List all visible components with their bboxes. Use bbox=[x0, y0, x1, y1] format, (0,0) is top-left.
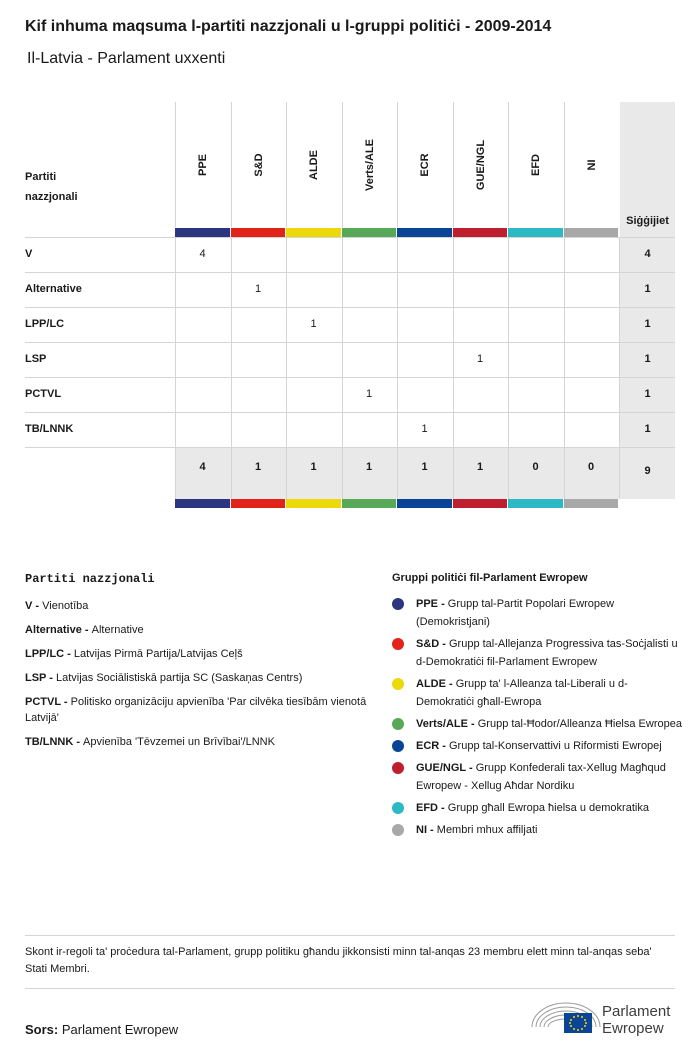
group-legend-item bbox=[392, 759, 682, 795]
column-color-bar-bottom bbox=[231, 499, 286, 508]
source bbox=[25, 1022, 178, 1037]
column-color-bar bbox=[175, 228, 230, 237]
column-color-bar bbox=[453, 228, 508, 237]
column-header-label: NI bbox=[585, 159, 598, 170]
logo-line-1: Parlament bbox=[602, 1003, 671, 1020]
party-name: Vienotība bbox=[42, 600, 89, 612]
row-total: 1 bbox=[644, 353, 651, 365]
column-divider bbox=[286, 237, 287, 499]
party-name: Alternative bbox=[91, 624, 144, 636]
party-abbr: Alternative - bbox=[25, 624, 92, 636]
group-name: Grupp tal-Konservattivi u Riformisti Ewropej bbox=[449, 740, 662, 752]
row-total: 1 bbox=[644, 283, 651, 295]
column-color-bar-bottom bbox=[564, 499, 619, 508]
column-total: 1 bbox=[310, 461, 317, 473]
column-color-bar-bottom bbox=[286, 499, 341, 508]
row-divider bbox=[25, 307, 675, 308]
column-color-bar-bottom bbox=[397, 499, 452, 508]
row-label: V bbox=[25, 248, 33, 260]
group-color-dot bbox=[392, 678, 404, 690]
column-header-label: S&D bbox=[252, 152, 265, 177]
row-label: LSP bbox=[25, 353, 47, 365]
group-name: Grupp tal-Ħodor/Alleanza Ħielsa Ewropea bbox=[477, 718, 682, 730]
column-total: 1 bbox=[254, 461, 262, 473]
column-color-bar-bottom bbox=[175, 499, 230, 508]
group-color-dot bbox=[392, 638, 404, 650]
logo-text bbox=[602, 1003, 670, 1037]
column-total: 0 bbox=[587, 461, 595, 473]
group-name: Grupp għall Ewropa ħielsa u demokratika bbox=[447, 802, 649, 814]
party-abbr: PCTVL - bbox=[25, 696, 71, 708]
group-color-dot bbox=[392, 802, 404, 814]
column-header-label: ALDE bbox=[308, 149, 321, 180]
source-value: Parlament Ewropew bbox=[61, 1022, 179, 1037]
group-name: Grupp tal-Partit Popolari Ewropew (Demokristjani) bbox=[416, 598, 615, 628]
group-abbr: ALDE - bbox=[416, 678, 456, 690]
column-color-bar bbox=[286, 228, 341, 237]
group-legend-item bbox=[392, 715, 682, 733]
row-header: Partiti nazzjonali bbox=[25, 171, 78, 203]
column-header-EFD bbox=[508, 102, 564, 227]
divider bbox=[25, 988, 675, 989]
column-color-bar-bottom bbox=[508, 499, 563, 508]
column-color-bar-bottom bbox=[453, 499, 508, 508]
row-label: Alternative bbox=[25, 283, 82, 295]
table-cell: 1 bbox=[421, 423, 428, 435]
group-name: Grupp tal-Allejanza Progressiva tas-Soċjalisti u d-Demokratiċi fil-Parlament Ewropew bbox=[416, 638, 678, 668]
group-legend-heading: Gruppi politiċi fil-Parlament Ewropew bbox=[392, 572, 588, 584]
party-legend-item bbox=[25, 622, 370, 638]
group-color-dot bbox=[392, 762, 404, 774]
column-header-NI bbox=[564, 102, 620, 227]
grand-total: 9 bbox=[644, 465, 651, 477]
column-header-label: PPE bbox=[197, 153, 210, 176]
party-name: Apvienība 'Tēvzemei un Brīvībai'/LNNK bbox=[83, 736, 275, 748]
group-abbr: Verts/ALE - bbox=[416, 718, 478, 730]
column-color-bar bbox=[342, 228, 397, 237]
party-legend-item bbox=[25, 734, 370, 750]
group-color-dot bbox=[392, 718, 404, 730]
logo-line-2: Ewropew bbox=[602, 1020, 664, 1037]
column-color-bar bbox=[508, 228, 563, 237]
header-divider bbox=[25, 237, 675, 238]
divider bbox=[25, 935, 675, 936]
column-divider bbox=[175, 237, 176, 499]
party-legend-item bbox=[25, 598, 370, 614]
column-header-label: EFD bbox=[530, 153, 543, 176]
table-cell: 1 bbox=[310, 318, 317, 330]
group-name: Grupp ta' l-Alleanza tal-Liberali u d-Demokratiċi għall-Ewropa bbox=[416, 678, 628, 708]
column-total: 0 bbox=[532, 461, 539, 473]
chart-title: Kif inhuma maqsuma l-partiti nazzjonali u l-gruppi politiċi - 2009-2014 bbox=[25, 18, 552, 35]
party-legend-heading: Partiti nazzjonali bbox=[25, 572, 155, 586]
table-cell: 1 bbox=[254, 283, 262, 295]
group-legend-item bbox=[392, 635, 682, 671]
column-header-label: ECR bbox=[419, 152, 432, 177]
column-total: 4 bbox=[199, 461, 206, 473]
column-divider bbox=[397, 237, 398, 499]
party-abbr: TB/LNNK - bbox=[25, 736, 84, 748]
row-label: PCTVL bbox=[25, 388, 62, 400]
source-label: Sors: bbox=[25, 1022, 59, 1037]
column-total: 1 bbox=[421, 461, 428, 473]
column-color-bar bbox=[397, 228, 452, 237]
row-divider bbox=[25, 412, 675, 413]
totals-column-bg bbox=[620, 102, 675, 499]
column-divider bbox=[508, 237, 509, 499]
column-header-GUENGL bbox=[453, 102, 509, 227]
group-legend-item bbox=[392, 595, 682, 631]
row-divider bbox=[25, 377, 675, 378]
row-label: TB/LNNK bbox=[25, 423, 74, 435]
party-abbr: LSP - bbox=[25, 672, 56, 684]
party-legend-item bbox=[25, 694, 370, 726]
column-header-label: GUE/NGL bbox=[474, 139, 487, 190]
column-header-SD bbox=[231, 102, 287, 227]
group-color-dot bbox=[392, 740, 404, 752]
group-abbr: EFD - bbox=[416, 802, 448, 814]
group-legend-item bbox=[392, 737, 682, 755]
row-total: 1 bbox=[644, 388, 651, 400]
column-header-label: Verts/ALE bbox=[363, 138, 376, 191]
table-cell: 1 bbox=[476, 353, 484, 365]
chart-subtitle: Il-Latvia - Parlament uxxenti bbox=[27, 50, 226, 67]
group-legend-item bbox=[392, 821, 682, 839]
row-total: 4 bbox=[644, 248, 651, 260]
column-header-VertsALE bbox=[342, 102, 398, 227]
column-header-ECR bbox=[397, 102, 453, 227]
group-legend bbox=[392, 572, 682, 843]
party-legend-item bbox=[25, 646, 370, 662]
column-divider bbox=[342, 237, 343, 499]
group-abbr: ECR - bbox=[416, 740, 449, 752]
row-divider bbox=[25, 342, 675, 343]
party-abbr: V - bbox=[25, 600, 43, 612]
row-total: 1 bbox=[644, 423, 651, 435]
group-name: Membri mhux affiljati bbox=[436, 824, 538, 836]
total-header: Siġġijiet bbox=[626, 215, 669, 227]
footnote: Skont ir-regoli ta' proċedura tal-Parlament, grupp politiku għandu jikkonsisti minn tal-anqas 23 membru elett minn tal-anqas seba' Stati Membri. bbox=[25, 946, 652, 975]
party-name: Latvijas Pirmā Partija/Latvijas Ceļš bbox=[73, 648, 243, 660]
column-color-bar bbox=[231, 228, 286, 237]
column-total: 1 bbox=[365, 461, 373, 473]
party-name: Latvijas Sociālistiskā partija SC (Saskaņas Centrs) bbox=[55, 672, 303, 684]
row-label: LPP/LC bbox=[25, 318, 65, 330]
column-total: 1 bbox=[476, 461, 484, 473]
table-cell: 4 bbox=[199, 248, 206, 260]
group-abbr: PPE - bbox=[416, 598, 448, 610]
group-legend-item bbox=[392, 675, 682, 711]
party-legend-item bbox=[25, 670, 370, 686]
hemicycle-icon bbox=[530, 997, 602, 1037]
column-color-bar bbox=[564, 228, 619, 237]
column-color-bar-bottom bbox=[342, 499, 397, 508]
row-divider bbox=[25, 272, 675, 273]
group-abbr: NI - bbox=[416, 824, 437, 836]
group-abbr: S&D - bbox=[416, 638, 449, 650]
table-cell: 1 bbox=[365, 388, 373, 400]
group-name: Grupp Konfederali tax-Xellug Magħqud Ewropew - Xellug Aħdar Nordiku bbox=[416, 762, 666, 792]
party-name: Politisko organizāciju apvienība 'Par cilvēka tiesībām vienotā Latvijā' bbox=[25, 696, 367, 724]
column-divider bbox=[564, 237, 565, 499]
party-legend bbox=[25, 572, 370, 758]
column-divider bbox=[231, 237, 232, 499]
column-divider bbox=[619, 237, 620, 499]
column-divider bbox=[453, 237, 454, 499]
group-abbr: GUE/NGL - bbox=[416, 762, 476, 774]
group-color-dot bbox=[392, 824, 404, 836]
row-divider bbox=[25, 447, 675, 448]
group-legend-item bbox=[392, 799, 682, 817]
group-color-dot bbox=[392, 598, 404, 610]
party-abbr: LPP/LC - bbox=[25, 648, 74, 660]
column-header-ALDE bbox=[286, 102, 342, 227]
row-total: 1 bbox=[644, 318, 651, 330]
column-header-PPE bbox=[175, 102, 231, 227]
